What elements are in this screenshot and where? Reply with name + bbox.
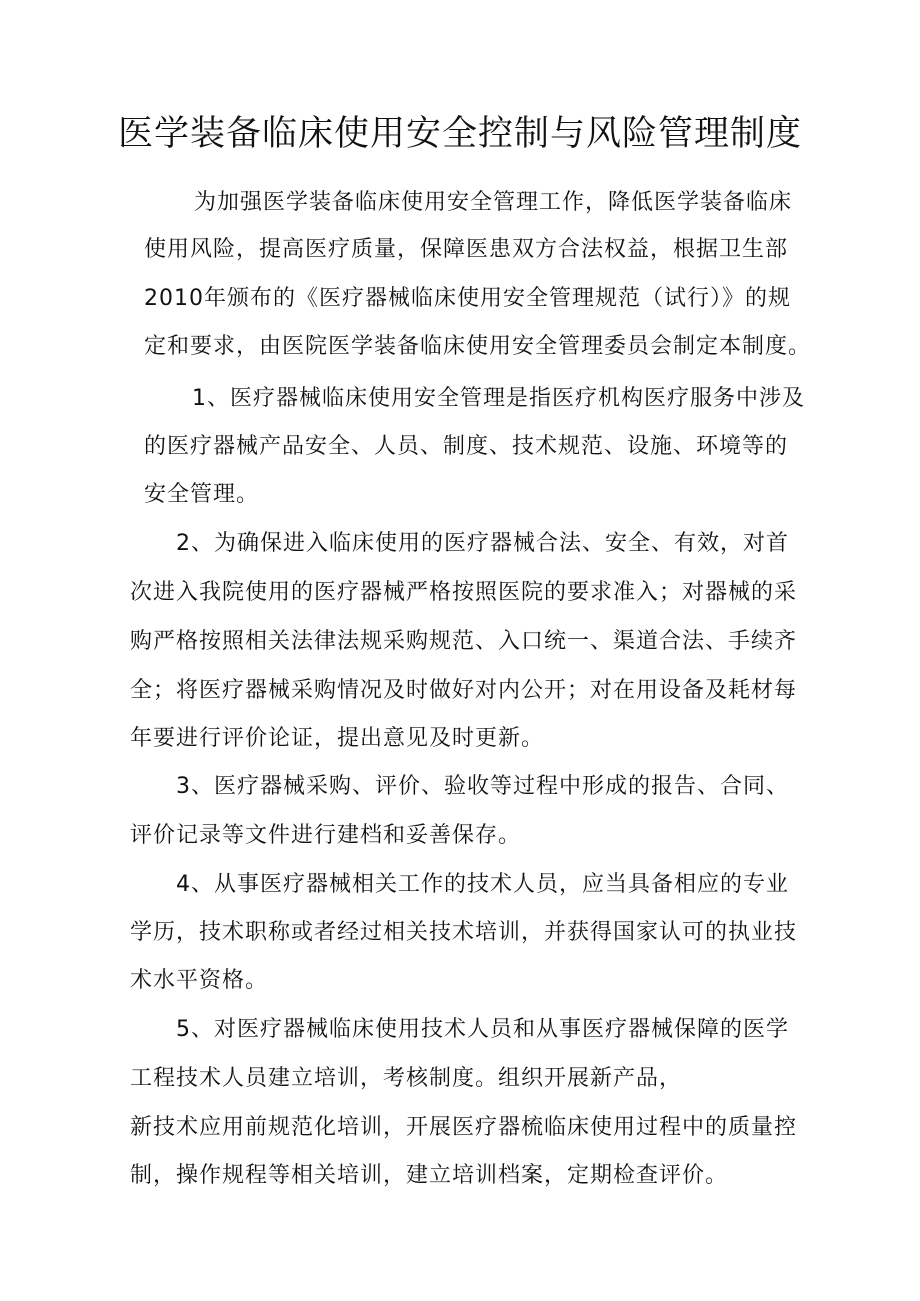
item5-line-1: 5、对医疗器械临床使用技术人员和从事医疗器械保障的医学	[176, 1017, 789, 1042]
item5-line-2: 工程技术人员建立培训，考核制度。组织开展新产品，	[130, 1066, 683, 1091]
item1-line-1: 1、医疗器械临床使用安全管理是指医疗机构医疗服务中涉及	[192, 386, 805, 411]
item2-line-2: 次进入我院使用的医疗器械严格按照医院的要求准入；对器械的采	[130, 580, 798, 605]
intro-line-1: 为加强医学装备临床使用安全管理工作，降低医学装备临床	[194, 190, 793, 215]
intro-line-4: 定和要求，由医院医学装备临床使用安全管理委员会制定本制度。	[144, 334, 812, 359]
item4-line-1: 4、从事医疗器械相关工作的技术人员，应当具备相应的专业	[176, 872, 789, 897]
item3-line-1: 3、医疗器械采购、评价、验收等过程中形成的报告、合同、	[176, 774, 789, 799]
item4-line-3: 术水平资格。	[130, 968, 269, 993]
document-title: 医学装备临床使用安全控制与风险管理制度	[117, 114, 802, 154]
item5-line-3: 新技术应用前规范化培训，开展医疗器梳临床使用过程中的质量控	[130, 1115, 798, 1140]
item3-line-2: 评价记录等文件进行建档和妥善保存。	[130, 823, 522, 848]
intro-line-3: 2010年颁布的《医疗器械临床使用安全管理规范（试行）》的规	[144, 286, 791, 311]
item5-line-4: 制，操作规程等相关培训，建立培训档案，定期检查评价。	[130, 1163, 729, 1188]
item2-line-5: 年要进行评价论证，提出意见及时更新。	[130, 726, 545, 751]
item4-line-2: 学历，技术职称或者经过相关技术培训，并获得国家认可的执业技	[130, 920, 798, 945]
intro-line-2: 使用风险，提高医疗质量，保障医患双方合法权益，根据卫生部	[144, 237, 789, 262]
item2-line-3: 购严格按照相关法律法规采购规范、入口统一、渠道合法、手续齐	[130, 629, 798, 654]
item2-line-4: 全；将医疗器械采购情况及时做好对内公开；对在用设备及耗材每	[130, 678, 798, 703]
item1-line-3: 安全管理。	[144, 482, 260, 507]
item2-line-1: 2、为确保进入临床使用的医疗器械合法、安全、有效，对首	[176, 531, 789, 556]
item1-line-2: 的医疗器械产品安全、人员、制度、技术规范、设施、环境等的	[144, 434, 789, 459]
